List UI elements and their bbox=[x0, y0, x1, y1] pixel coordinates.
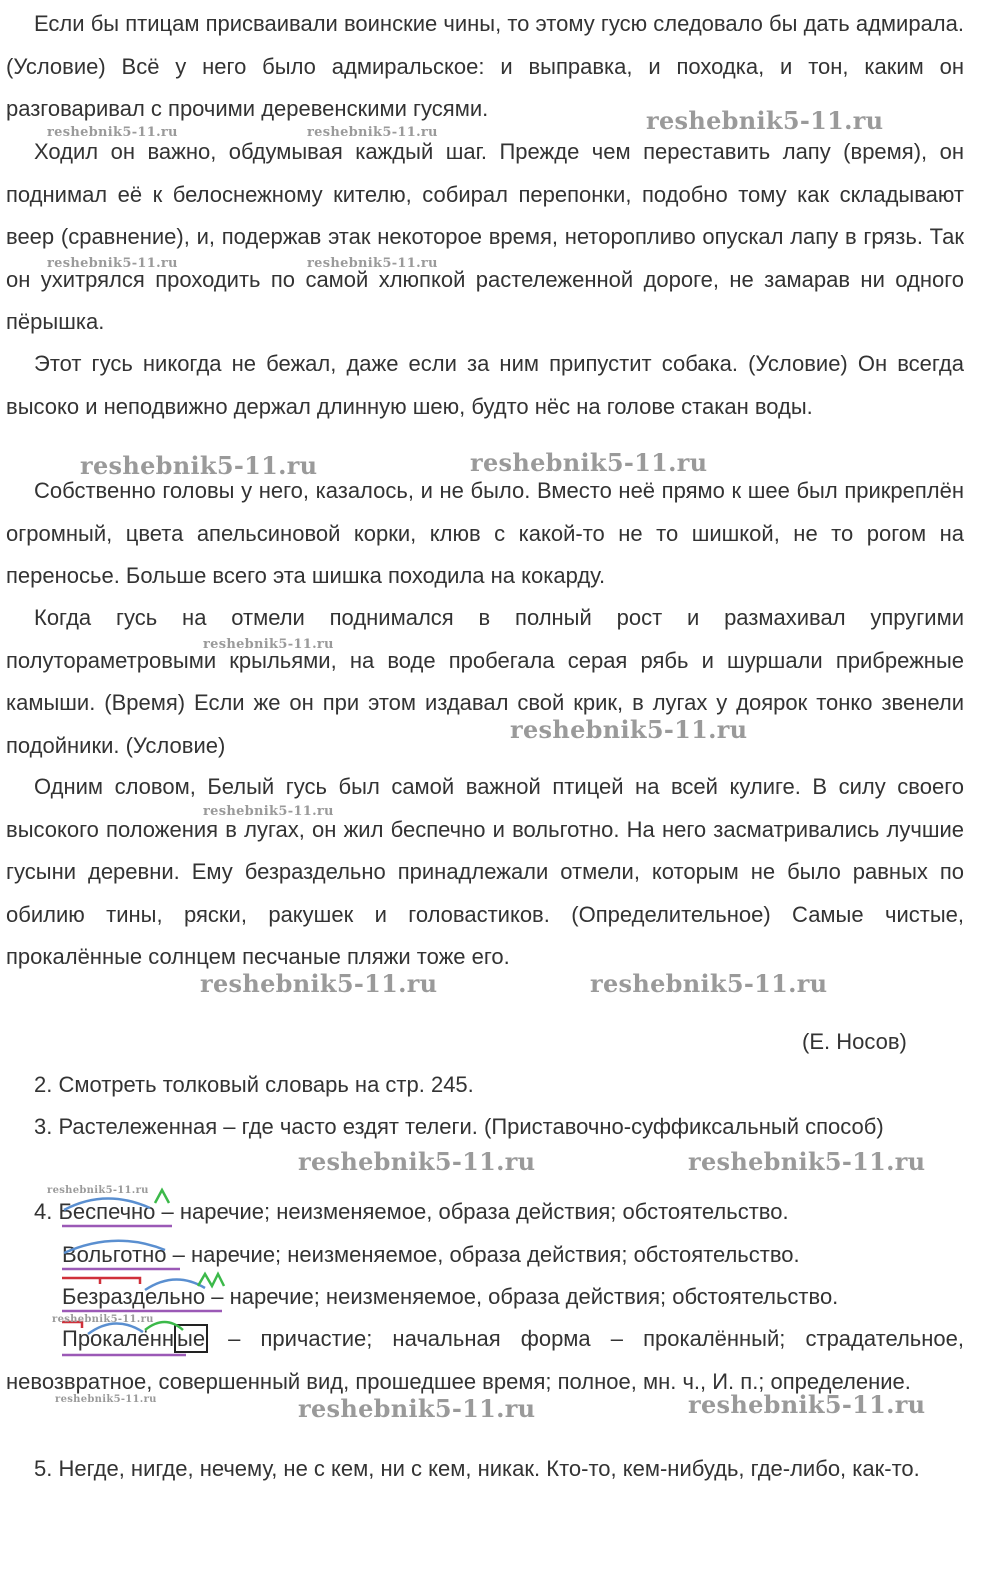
item-5: 5. Негде, нигде, нечему, не с кем, ни с кем, никак. Кто-то, кем-нибудь, где-либо, как-то. bbox=[34, 1456, 920, 1481]
word-volgotno: Вольготно bbox=[62, 1242, 167, 1267]
paragraph-6: Одним словом, Белый гусь был самой важной птицей на всей кулиге. В силу своего высокого положения в лугах, он жил беспечно и вольготно. На него засматривались лучшие гусыни деревни. Ему безраздельно принадлежали отмели, которым не было равных по обилию тины, ряски, ракушек и головастиков. (Определительное) Самые чистые, прокалённые солнцем песчаные пляжи тоже его. bbox=[6, 774, 964, 970]
word-prokalennye-desc: – причастие; начальная форма – прокалённый; страдательное, невозвратное, совершенный вид, прошедшее время; полное, мн. ч., И. п.; определение. bbox=[6, 1326, 964, 1394]
watermark: reshebnik5-11.ru bbox=[47, 256, 178, 271]
author-signature: (Е. Носов) bbox=[802, 1029, 907, 1054]
word-bespechno-desc: – наречие; неизменяемое, образа действия; обстоятельство. bbox=[155, 1199, 789, 1224]
item-4-row-1 bbox=[34, 1197, 789, 1227]
watermark: reshebnik5-11.ru bbox=[510, 715, 748, 744]
watermark: reshebnik5-11.ru bbox=[307, 125, 438, 140]
watermark: reshebnik5-11.ru bbox=[52, 1314, 154, 1325]
item-4-row-2 bbox=[62, 1240, 800, 1270]
watermark: reshebnik5-11.ru bbox=[80, 451, 318, 480]
item-2: 2. Смотреть толковый словарь на стр. 245. bbox=[34, 1072, 474, 1097]
watermark: reshebnik5-11.ru bbox=[203, 637, 334, 652]
word-prokalennye-ending: ые bbox=[174, 1324, 208, 1353]
paragraph-3: Этот гусь никогда не бежал, даже если за ним припустит собака. (Условие) Он всегда высоко и неподвижно держал длинную шею, будто нёс на голове стакан воды. bbox=[6, 351, 964, 419]
paragraph-4: Собственно головы у него, казалось, и не было. Вместо неё прямо к шее был прикреплён огромный, цвета апельсиновой корки, клюв с какой-то не то шишкой, не то рогом на переносье. Больше всего эта шишка походила на кокарду. bbox=[6, 478, 964, 589]
watermark: reshebnik5-11.ru bbox=[55, 1394, 157, 1405]
paragraph-5: Когда гусь на отмели поднимался в полный рост и размахивал упругими полутораметровыми крыльями, на воде пробегала серая рябь и шуршали прибрежные камыши. (Время) Если же он при этом издавал свой крик, в лугах у доярок тонко звенели подойники. (Условие) bbox=[6, 605, 964, 758]
word-bezrazdelno-desc: – наречие; неизменяемое, образа действия; обстоятельство. bbox=[205, 1284, 839, 1309]
watermark: reshebnik5-11.ru bbox=[646, 106, 884, 135]
watermark: reshebnik5-11.ru bbox=[47, 1185, 149, 1196]
item-3: 3. Растележенная – где часто ездят телеги. (Приставочно-суффиксальный способ) bbox=[34, 1114, 884, 1139]
watermark: reshebnik5-11.ru bbox=[590, 969, 828, 998]
watermark: reshebnik5-11.ru bbox=[200, 969, 438, 998]
item-4-row-3 bbox=[62, 1282, 838, 1312]
watermark: reshebnik5-11.ru bbox=[298, 1394, 536, 1423]
item-4-number: 4. bbox=[34, 1199, 53, 1224]
watermark: reshebnik5-11.ru bbox=[307, 256, 438, 271]
watermark: reshebnik5-11.ru bbox=[688, 1390, 926, 1419]
watermark: reshebnik5-11.ru bbox=[298, 1147, 536, 1176]
watermark: reshebnik5-11.ru bbox=[47, 125, 178, 140]
watermark: reshebnik5-11.ru bbox=[203, 804, 334, 819]
watermark: reshebnik5-11.ru bbox=[688, 1147, 926, 1176]
word-prokalennye-stem: Прокалённ bbox=[62, 1326, 174, 1351]
word-volgotno-desc: – наречие; неизменяемое, образа действия; обстоятельство. bbox=[166, 1242, 800, 1267]
word-bezrazdelno: Безраздельно bbox=[62, 1284, 206, 1309]
watermark: reshebnik5-11.ru bbox=[470, 448, 708, 477]
paragraph-2: Ходил он важно, обдумывая каждый шаг. Прежде чем переставить лапу (время), он поднимал её к белоснежному кителю, собирал перепонки, подобно тому как складывают веер (сравнение), и, подержав этак некоторое время, неторопливо опускал лапу в грязь. Так он ухитрялся проходить по самой хлюпкой растележенной дороге, не замарав ни одного пёрышка. bbox=[6, 139, 964, 335]
word-bespechno: Беспечно bbox=[58, 1199, 156, 1224]
paragraph-1: Если бы птицам присваивали воинские чины, то этому гусю следовало бы дать адмирала. (Условие) Всё у него было адмиральское: и выправка, и походка, и тон, каким он разговаривал с прочими деревенскими гусями. bbox=[6, 11, 964, 122]
